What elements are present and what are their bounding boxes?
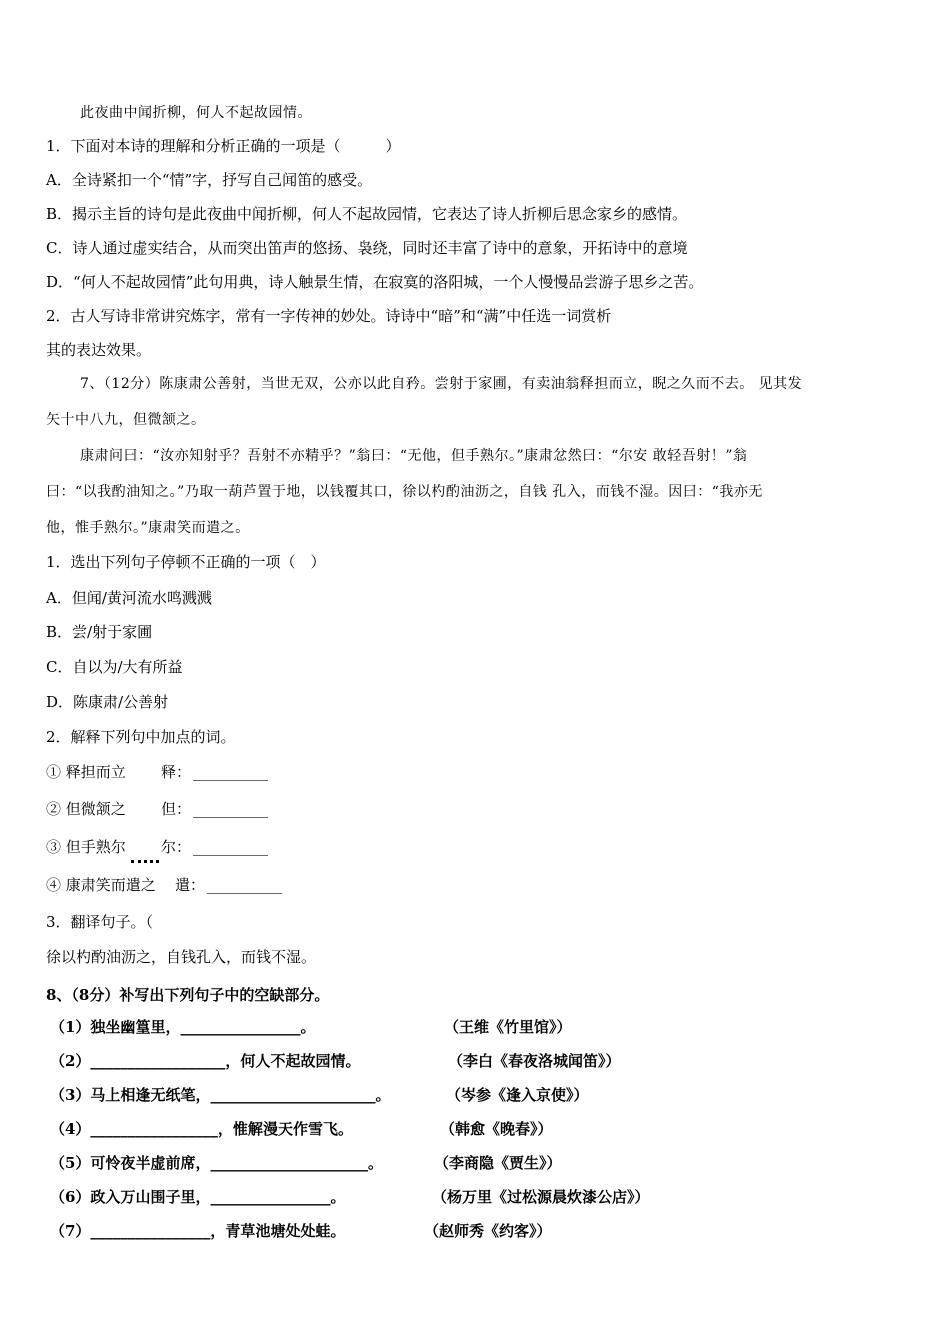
passage-question-3: 3．翻译句子。（	[46, 913, 154, 931]
poem-question-2: 2．古人写诗非常讲究炼字，常有一字传神的妙处。诗诗中“暗”和“满”中任选一词赏析	[46, 307, 612, 325]
passage-para2-line3: 他，惟手熟尔。”康肃笑而遣之。	[46, 520, 250, 536]
poem-last-line: 此夜曲中闻折柳，何人不起故园情。	[80, 105, 312, 121]
passage-para1-line1: 7、（12分）陈康肃公善射，当世无双，公亦以此自矜。尝射于家圃，有卖油翁释担而立，睨之久而不去。 见其发	[80, 376, 803, 392]
word-item-1-label: 释：	[161, 763, 192, 781]
passage-q1-option-c: C．自以为/大有所益	[46, 658, 183, 676]
fill-item-4[interactable]: （4）_________________，惟解漫天作雪飞。	[50, 1120, 353, 1138]
word-item-3-sentence: ③ 但手熟尔	[46, 838, 126, 856]
word-item-2-blank[interactable]: __________	[193, 800, 268, 818]
word-item-1-blank[interactable]: __________	[193, 763, 268, 781]
fill-item-6[interactable]: （6）政入万山围子里，________________。	[50, 1188, 346, 1206]
fill-item-7[interactable]: （7）________________，青草池塘处处蛙。	[50, 1222, 346, 1240]
translation-sentence: 徐以杓酌油沥之，自钱孔入，而钱不湿。	[46, 948, 317, 966]
fill-item-1-source: （王维《竹里馆》）	[444, 1018, 572, 1036]
passage-question-1: 1．选出下列句子停顿不正确的一项（ ）	[46, 553, 326, 571]
fill-item-2[interactable]: （2）__________________，何人不起故园情。	[50, 1052, 361, 1070]
poem-question-1: 1．下面对本诗的理解和分析正确的一项是（ ）	[46, 137, 401, 155]
poem-question-2-cont: 其的表达效果。	[46, 341, 152, 359]
passage-para2-line2: 曰：“以我酌油知之。”乃取一葫芦置于地，以钱覆其口，徐以杓酌油沥之，自钱 孔入，而钱不湿。因曰：“我亦无	[46, 484, 763, 500]
word-item-2-label: 但：	[161, 800, 192, 818]
word-item-4-label: 遣：	[175, 876, 206, 894]
emphasis-dots	[131, 846, 159, 863]
fill-item-5[interactable]: （5）可怜夜半虚前席，_____________________。	[50, 1154, 383, 1172]
passage-para2-line1: 康肃问曰：“汝亦知射乎？吾射不亦精乎？”翁曰：“无他，但手熟尔。”康肃忿然曰：“尔安 敢轻吾射！”翁	[80, 448, 748, 464]
poem-q1-option-d: D．“何人不起故园情”此句用典，诗人触景生情，在寂寞的洛阳城，一个人慢慢品尝游子思乡之苦。	[46, 273, 704, 291]
word-item-4-sentence: ④ 康肃笑而遣之	[46, 876, 156, 894]
passage-q1-option-d: D．陈康肃/公善射	[46, 693, 169, 711]
fill-item-2-source: （李白《春夜洛城闻笛》）	[448, 1052, 621, 1070]
word-item-4-blank[interactable]: __________	[207, 876, 282, 894]
passage-question-2: 2．解释下列句中加点的词。	[46, 728, 236, 746]
fill-item-7-source: （赵师秀《约客》）	[424, 1222, 552, 1240]
word-item-2-sentence: ② 但微颔之	[46, 800, 126, 818]
word-item-1-sentence: ① 释担而立	[46, 763, 126, 781]
fill-item-6-source: （杨万里《过松源晨炊漆公店》）	[432, 1188, 650, 1206]
passage-q1-option-b: B．尝/射于家圃	[46, 623, 153, 641]
fill-item-1[interactable]: （1）独坐幽篁里，________________。	[50, 1018, 316, 1036]
poem-q1-option-c: C．诗人通过虚实结合，从而突出笛声的悠扬、袅绕，同时还丰富了诗中的意象，开拓诗中的意境	[46, 239, 688, 257]
fill-item-5-source: （李商隐《贾生》）	[434, 1154, 562, 1172]
poem-q1-option-b: B．揭示主旨的诗句是此夜曲中闻折柳，何人不起故园情，它表达了诗人折柳后思念家乡的感情。	[46, 205, 688, 223]
fill-item-3[interactable]: （3）马上相逢无纸笔，______________________。	[50, 1086, 391, 1104]
passage-q1-option-a: A．但闻/黄河流水鸣溅溅	[46, 589, 212, 607]
passage-para1-line2: 矢十中八九，但微颔之。	[46, 412, 206, 428]
word-item-3-label: 尔：	[161, 838, 192, 856]
poem-q1-option-a: A．全诗紧扣一个“情”字，抒写自己闻笛的感受。	[46, 171, 373, 189]
section-8-title: 8、（8分）补写出下列句子中的空缺部分。	[46, 986, 330, 1004]
fill-item-4-source: （韩愈《晚春》）	[440, 1120, 553, 1138]
word-item-3-blank[interactable]: __________	[193, 838, 268, 856]
fill-item-3-source: （岑参《逢入京使》）	[446, 1086, 589, 1104]
